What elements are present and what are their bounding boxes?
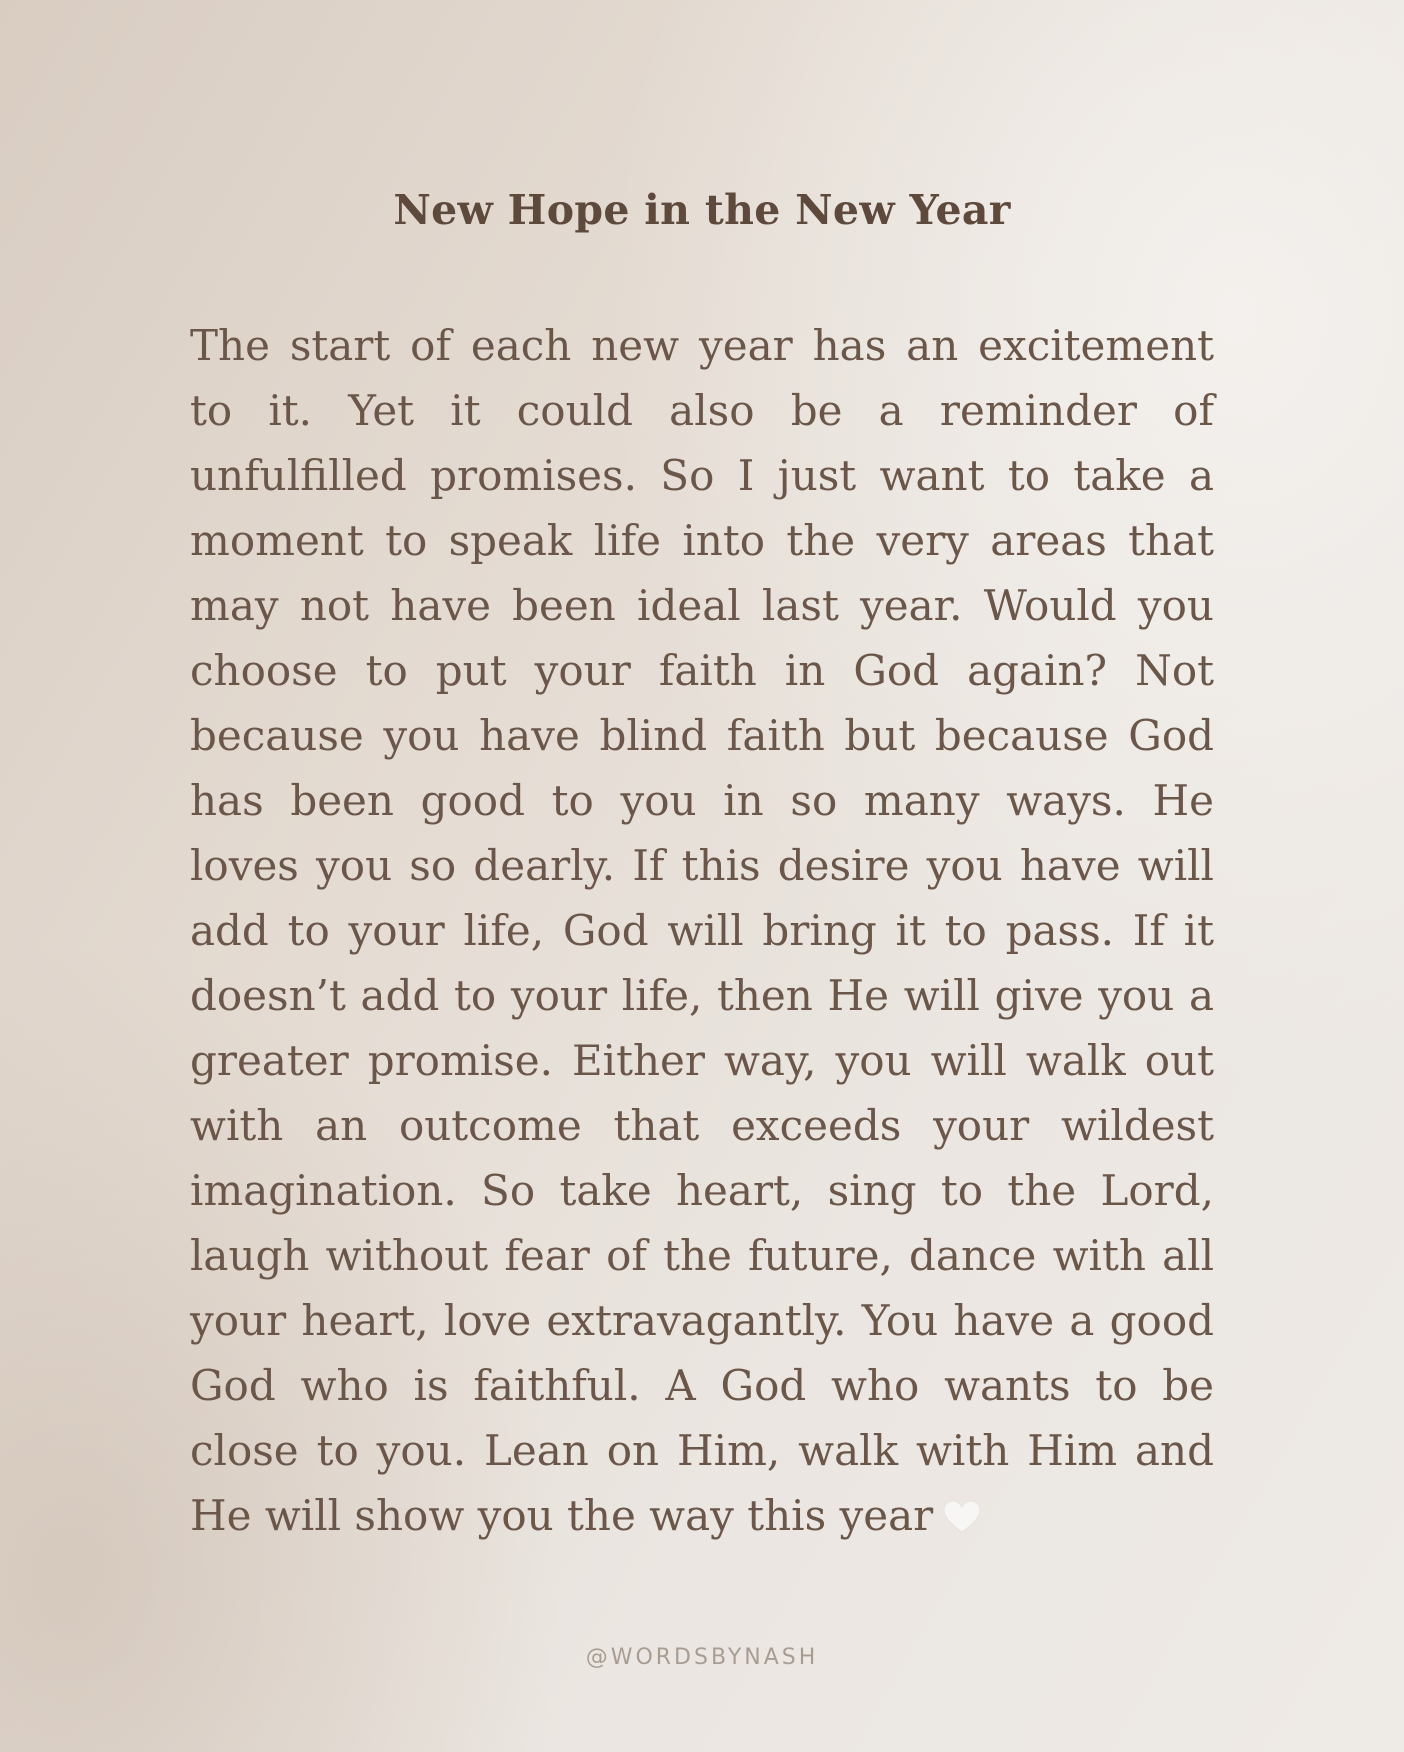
post-body bbox=[190, 313, 1214, 1548]
author-handle: @WORDSBYNASH bbox=[585, 1645, 819, 1670]
post-title: New Hope in the New Year bbox=[393, 186, 1011, 234]
white-heart-icon bbox=[943, 1487, 981, 1521]
post-body-text: The start of each new year has an excitement to it. Yet it could also be a reminder of unfulfilled promises. So I just want to take a moment to speak life into the very areas that may not have been ideal last year. Would you choose to put your faith in God again? Not because you have blind faith but because God has been good to you in so many ways. He loves you so dearly. If this desire you have will add to your life, God will bring it to pass. If it doesn’t add to your life, then He will give you a greater promise. Either way, you will walk out with an outcome that exceeds your wildest imagination. So take heart, sing to the Lord, laugh without fear of the future, dance with all your heart, love extravagantly. You have a good God who is faithful. A God who wants to be close to you. Lean on Him, walk with Him and He will show you the way this year bbox=[190, 321, 1214, 1540]
